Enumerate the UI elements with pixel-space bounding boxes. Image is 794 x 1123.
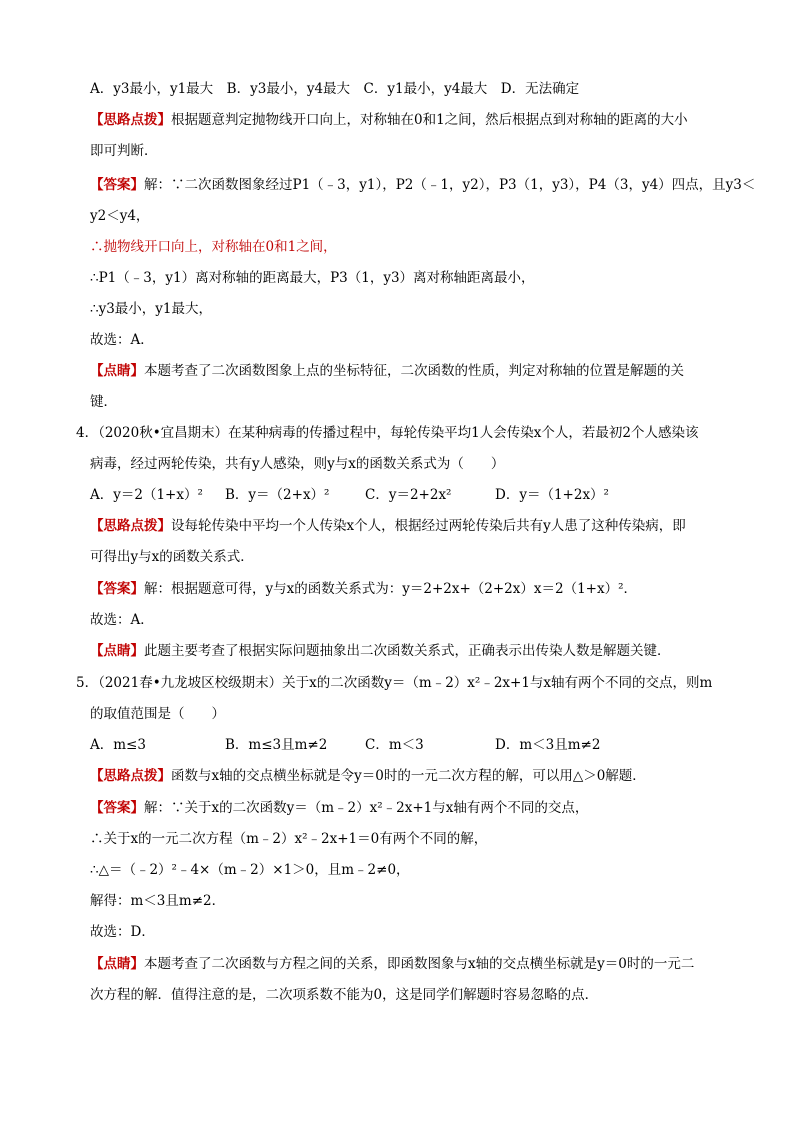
q4-stem-line-2: 病毒，经过两轮传染，共有y人感染，则y与x的函数关系式为（ ） — [90, 456, 505, 472]
q5-option-a: A．m≤3 — [90, 737, 146, 753]
q4-option-a: A．y＝2（1+x）² — [90, 487, 203, 503]
q4-answer-line-2: 故选：A． — [90, 612, 154, 628]
q3-answer-line-4: ∴P1（﹣3，y1）离对称轴的距离最大，P3（1，y3）离对称轴距离最小， — [90, 270, 535, 286]
q4-comment-line-1 — [90, 642, 671, 660]
q3-comment-line-2: 键． — [90, 394, 117, 410]
answer-tag: 【答案】 — [90, 800, 144, 816]
comment-text: 此题主要考查了根据实际问题抽象出二次函数关系式，正确表示出传染人数是解题关键． — [144, 643, 671, 659]
answer-tag: 【答案】 — [90, 581, 144, 597]
q5-comment-line-1 — [90, 955, 694, 973]
q4-stem-line-1: 4．（2020秋•宜昌期末）在某种病毒的传播过程中，每轮传染平均1人会传染x个人，若最初2个人感染该 — [76, 425, 699, 441]
q4-option-c: C．y＝2+2x² — [365, 487, 452, 503]
q5-answer-line-4: 解得：m＜3且m≠2． — [90, 893, 226, 909]
answer-text: 解：∵关于x的二次函数y＝（m﹣2）x²﹣2x+1与x轴有两个不同的交点， — [144, 800, 589, 816]
comment-tag: 【点睛】 — [90, 363, 144, 379]
q5-stem-line-1: 5．（2021春•九龙坡区校级期末）关于x的二次函数y＝（m﹣2）x²﹣2x+1与x轴有两个不同的交点，则m — [76, 675, 713, 691]
comment-tag: 【点睛】 — [90, 956, 144, 972]
q5-hint-line-1 — [90, 767, 646, 785]
q3-hint-line-2: 即可判断． — [90, 143, 158, 159]
q3-answer-line-3: ∴抛物线开口向上，对称轴在0和1之间， — [90, 239, 337, 255]
q3-answer-line-5: ∴y3最小，y1最大， — [90, 301, 213, 317]
q4-hint-line-1 — [90, 517, 686, 535]
q5-comment-line-2: 次方程的解．值得注意的是，二次项系数不能为0，这是同学们解题时容易忽略的点． — [90, 987, 599, 1003]
q5-option-c: C．m＜3 — [365, 737, 424, 753]
comment-text: 本题考查了二次函数图象上点的坐标特征，二次函数的性质，判定对称轴的位置是解题的关 — [144, 363, 684, 379]
comment-tag: 【点睛】 — [90, 643, 144, 659]
q4-option-b: B．y＝（2+x）² — [225, 487, 330, 503]
hint-text: 函数与x轴的交点横坐标就是令y＝0时的一元二次方程的解，可以用△＞0解题． — [171, 768, 646, 784]
hint-tag: 【思路点拨】 — [90, 518, 171, 534]
q5-answer-line-3: ∴△＝（﹣2）²﹣4×（m﹣2）×1＞0，且m﹣2≠0， — [90, 862, 410, 878]
q3-answer-line-6: 故选：A． — [90, 332, 154, 348]
q5-option-d: D．m＜3且m≠2 — [495, 737, 601, 753]
hint-text: 设每轮传染中平均一个人传染x个人，根据经过两轮传染后共有y人患了这种传染病，即 — [171, 518, 686, 534]
q5-answer-line-1 — [90, 799, 588, 817]
q3-options: A．y3最小，y1最大 B．y3最小，y4最大 C．y1最小，y4最大 D．无法确定 — [90, 81, 580, 97]
answer-text: 解：∵二次函数图象经过P1（﹣3，y1），P2（﹣1，y2），P3（1，y3），P4（3，y4）四点，且y3＜ — [144, 177, 756, 193]
q3-answer-line-1 — [90, 176, 755, 194]
answer-text: 解：根据题意可得，y与x的函数关系式为：y＝2+2x+（2+2x）x＝2（1+x）²． — [144, 581, 638, 597]
hint-text: 根据题意判定抛物线开口向上，对称轴在0和1之间，然后根据点到对称轴的距离的大小 — [171, 112, 688, 128]
q4-answer-line-1 — [90, 580, 637, 598]
q5-stem-line-2: 的取值范围是（ ） — [90, 706, 225, 722]
q3-hint-line-1 — [90, 111, 688, 129]
comment-text: 本题考查了二次函数与方程之间的关系，即函数图象与x轴的交点横坐标就是y＝0时的一元二 — [144, 956, 695, 972]
q3-answer-line-2: y2＜y4， — [90, 208, 150, 224]
hint-tag: 【思路点拨】 — [90, 768, 171, 784]
hint-tag: 【思路点拨】 — [90, 112, 171, 128]
q4-hint-line-2: 可得出y与x的函数关系式． — [90, 549, 254, 565]
q5-answer-line-2: ∴关于x的一元二次方程（m﹣2）x²﹣2x+1＝0有两个不同的解， — [90, 831, 488, 847]
q3-comment-line-1 — [90, 362, 684, 380]
q4-option-d: D．y＝（1+2x）² — [495, 487, 609, 503]
q5-answer-line-5: 故选：D． — [90, 924, 155, 940]
answer-tag: 【答案】 — [90, 177, 144, 193]
q5-option-b: B．m≤3且m≠2 — [225, 737, 328, 753]
